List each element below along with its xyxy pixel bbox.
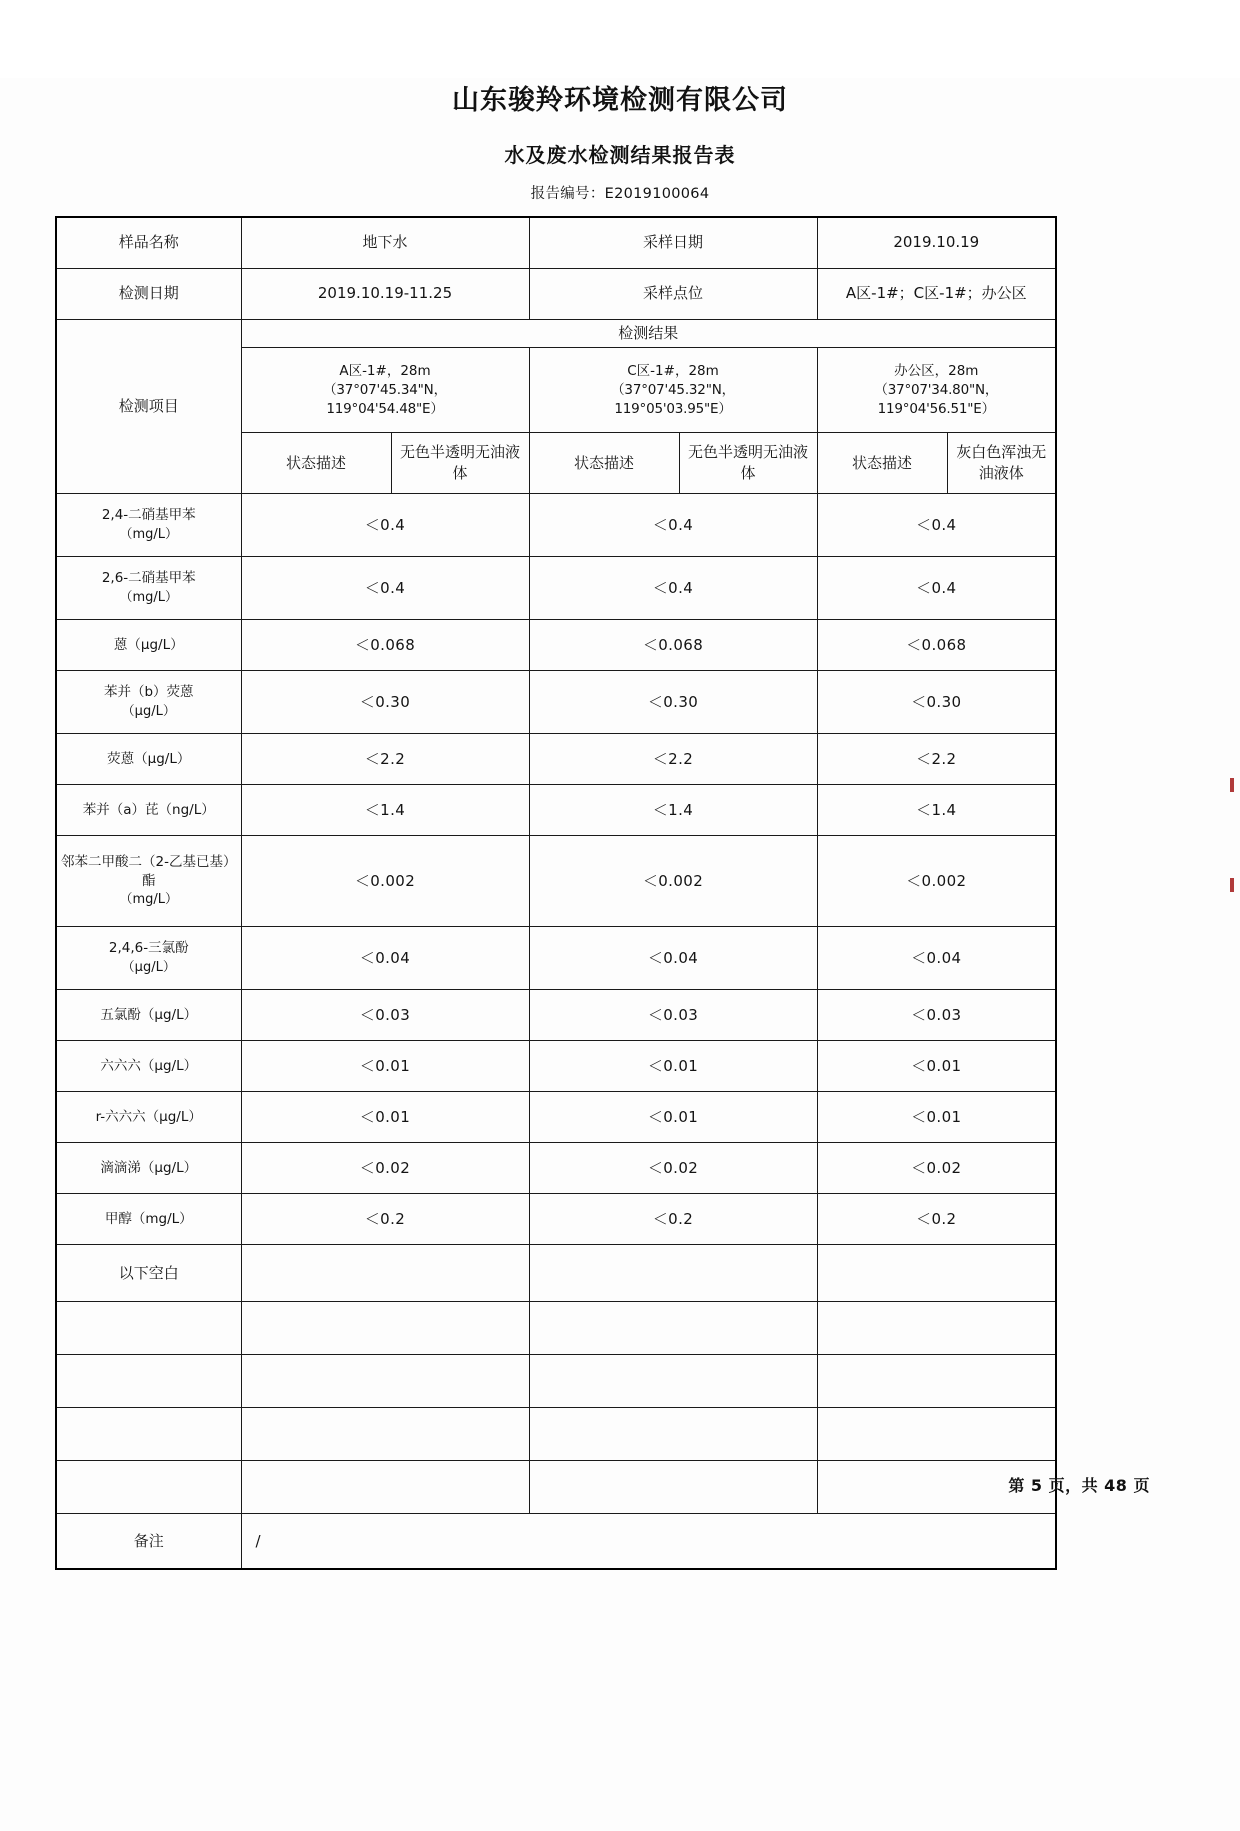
result-value: ＜0.01 <box>817 1041 1056 1092</box>
result-value: ＜0.02 <box>817 1143 1056 1194</box>
item-name-cell <box>56 557 241 620</box>
table-row-empty <box>56 1355 1056 1408</box>
test-date-label: 检测日期 <box>56 269 241 320</box>
result-value: ＜0.4 <box>241 557 529 620</box>
result-value: ＜0.03 <box>241 990 529 1041</box>
item-name-cell <box>56 671 241 734</box>
result-value: ＜0.4 <box>817 557 1056 620</box>
table-row-sample-info <box>56 217 1056 269</box>
empty-cell <box>529 1461 817 1514</box>
blank-cell <box>817 1245 1056 1302</box>
empty-cell <box>241 1355 529 1408</box>
table-row-test-info <box>56 269 1056 320</box>
result-value: ＜0.01 <box>817 1092 1056 1143</box>
item-name-cell <box>56 836 241 927</box>
result-value: ＜0.30 <box>241 671 529 734</box>
page-number: 第 5 页，共 48 页 <box>1008 1476 1150 1495</box>
empty-cell <box>529 1355 817 1408</box>
point-coord-c-line1: （37°07'45.32"N， <box>611 381 735 398</box>
item-name: 六六六（μg/L） <box>100 1057 198 1074</box>
table-row <box>56 927 1056 990</box>
result-value: ＜0.2 <box>817 1194 1056 1245</box>
result-value: ＜0.2 <box>241 1194 529 1245</box>
empty-cell <box>56 1461 241 1514</box>
state-label-c: 状态描述 <box>529 433 679 494</box>
item-name-cell <box>56 1041 241 1092</box>
state-value-a: 无色半透明无油液体 <box>391 433 529 494</box>
empty-cell <box>529 1302 817 1355</box>
result-value: ＜2.2 <box>817 734 1056 785</box>
result-value: ＜2.2 <box>529 734 817 785</box>
state-label-a: 状态描述 <box>241 433 391 494</box>
item-name-cell <box>56 734 241 785</box>
item-unit: （mg/L） <box>119 892 179 908</box>
result-value: ＜0.01 <box>529 1092 817 1143</box>
scan-edge-mark-2 <box>1230 878 1234 892</box>
result-value: ＜0.068 <box>241 620 529 671</box>
report-title: 水及废水检测结果报告表 <box>504 143 736 167</box>
point-header-office <box>817 348 1056 433</box>
point-coord-a-line1: （37°07'45.34"N， <box>323 381 447 398</box>
sampling-date-value: 2019.10.19 <box>817 217 1056 269</box>
result-value: ＜0.002 <box>241 836 529 927</box>
result-value: ＜0.04 <box>241 927 529 990</box>
result-value: ＜0.01 <box>241 1092 529 1143</box>
item-name-cell <box>56 494 241 557</box>
result-value: ＜0.30 <box>529 671 817 734</box>
table-row <box>56 1194 1056 1245</box>
item-name: 五氯酚（μg/L） <box>100 1006 198 1023</box>
result-value: ＜0.4 <box>241 494 529 557</box>
sampling-point-value: A区-1#；C区-1#；办公区 <box>817 269 1056 320</box>
table-row <box>56 1041 1056 1092</box>
result-value: ＜0.30 <box>817 671 1056 734</box>
report-page <box>0 78 1240 1831</box>
table-row <box>56 734 1056 785</box>
table-row-empty <box>56 1302 1056 1355</box>
item-name: 滴滴涕（μg/L） <box>100 1159 198 1176</box>
empty-cell <box>56 1302 241 1355</box>
table-row <box>56 1092 1056 1143</box>
table-row-remark <box>56 1514 1056 1570</box>
result-value: ＜0.2 <box>529 1194 817 1245</box>
sampling-point-label: 采样点位 <box>529 269 817 320</box>
result-header: 检测结果 <box>241 320 1056 348</box>
item-unit: （mg/L） <box>119 589 179 605</box>
item-unit: （mg/L） <box>119 526 179 542</box>
result-value: ＜0.02 <box>529 1143 817 1194</box>
result-value: ＜0.4 <box>529 494 817 557</box>
point-name-a: A区-1#，28m <box>339 362 431 379</box>
point-name-office: 办公区，28m <box>894 362 979 379</box>
item-name-cell <box>56 620 241 671</box>
sample-name-label: 样品名称 <box>56 217 241 269</box>
result-value: ＜0.002 <box>817 836 1056 927</box>
item-name-cell <box>56 990 241 1041</box>
table-row <box>56 494 1056 557</box>
result-value: ＜0.03 <box>529 990 817 1041</box>
empty-cell <box>529 1408 817 1461</box>
report-number: 报告编号：E2019100064 <box>530 186 710 202</box>
result-value: ＜0.068 <box>529 620 817 671</box>
blank-cell <box>241 1245 529 1302</box>
table-row <box>56 990 1056 1041</box>
empty-cell <box>241 1461 529 1514</box>
table-row-empty <box>56 1461 1056 1514</box>
company-title: 山东骏羚环境检测有限公司 <box>452 85 788 116</box>
empty-cell <box>241 1302 529 1355</box>
item-name: 邻苯二甲酸二（2-乙基已基）酯 <box>61 853 237 890</box>
item-name: 甲醇（mg/L） <box>104 1210 193 1227</box>
point-coord-office-line2: 119°04'56.51"E） <box>877 400 995 417</box>
table-row-result-banner <box>56 320 1056 348</box>
item-name-cell <box>56 1092 241 1143</box>
result-value: ＜0.01 <box>529 1041 817 1092</box>
state-label-office: 状态描述 <box>817 433 947 494</box>
result-value: ＜0.4 <box>529 557 817 620</box>
blank-marker-label: 以下空白 <box>56 1245 241 1302</box>
result-value: ＜0.068 <box>817 620 1056 671</box>
result-value: ＜1.4 <box>529 785 817 836</box>
point-coord-office-line1: （37°07'34.80"N， <box>874 381 999 398</box>
result-value: ＜0.01 <box>241 1041 529 1092</box>
item-name: 荧蒽（μg/L） <box>107 750 191 767</box>
result-value: ＜0.03 <box>817 990 1056 1041</box>
result-value: ＜1.4 <box>817 785 1056 836</box>
sampling-date-label: 采样日期 <box>529 217 817 269</box>
point-coord-a-line2: 119°04'54.48"E） <box>326 400 444 417</box>
point-coord-c-line2: 119°05'03.95"E） <box>614 400 732 417</box>
empty-cell <box>56 1408 241 1461</box>
remark-value: / <box>241 1514 1056 1570</box>
result-value: ＜0.4 <box>817 494 1056 557</box>
point-header-a <box>241 348 529 433</box>
test-date-value: 2019.10.19-11.25 <box>241 269 529 320</box>
result-value: ＜0.04 <box>529 927 817 990</box>
item-name: 2,4,6-三氯酚 <box>108 940 189 957</box>
empty-cell <box>56 1355 241 1408</box>
item-name: 2,4-二硝基甲苯 <box>101 507 196 524</box>
item-name: r-六六六（μg/L） <box>95 1108 202 1125</box>
item-name-cell <box>56 785 241 836</box>
empty-cell <box>241 1408 529 1461</box>
point-name-c: C区-1#，28m <box>627 362 719 379</box>
state-value-c: 无色半透明无油液体 <box>679 433 817 494</box>
state-value-office: 灰白色浑浊无油液体 <box>947 433 1056 494</box>
item-unit: （μg/L） <box>121 959 176 975</box>
item-unit: （μg/L） <box>121 703 176 719</box>
item-header: 检测项目 <box>56 320 241 494</box>
table-row-blank-marker <box>56 1245 1056 1302</box>
table-row <box>56 557 1056 620</box>
empty-cell <box>817 1408 1056 1461</box>
item-name: 苯并（b）荧蒽 <box>103 684 194 701</box>
report-table <box>55 216 1057 1570</box>
table-row <box>56 620 1056 671</box>
scan-edge-mark-1 <box>1230 778 1234 792</box>
result-value: ＜1.4 <box>241 785 529 836</box>
remark-label: 备注 <box>56 1514 241 1570</box>
result-value: ＜0.02 <box>241 1143 529 1194</box>
item-name-cell <box>56 1194 241 1245</box>
result-value: ＜2.2 <box>241 734 529 785</box>
item-name: 蒽（μg/L） <box>113 636 184 653</box>
result-value: ＜0.002 <box>529 836 817 927</box>
item-name: 2,6-二硝基甲苯 <box>101 570 196 587</box>
table-row <box>56 836 1056 927</box>
item-name-cell <box>56 1143 241 1194</box>
empty-cell <box>817 1355 1056 1408</box>
item-name-cell <box>56 927 241 990</box>
point-header-c <box>529 348 817 433</box>
report-table-wrap <box>55 216 1188 1570</box>
sample-name-value: 地下水 <box>241 217 529 269</box>
table-row <box>56 785 1056 836</box>
blank-cell <box>529 1245 817 1302</box>
result-value: ＜0.04 <box>817 927 1056 990</box>
empty-cell <box>817 1302 1056 1355</box>
table-row <box>56 671 1056 734</box>
table-row-empty <box>56 1408 1056 1461</box>
item-name: 苯并（a）芘（ng/L） <box>82 801 215 818</box>
report-table-body <box>56 217 1056 1569</box>
table-row <box>56 1143 1056 1194</box>
